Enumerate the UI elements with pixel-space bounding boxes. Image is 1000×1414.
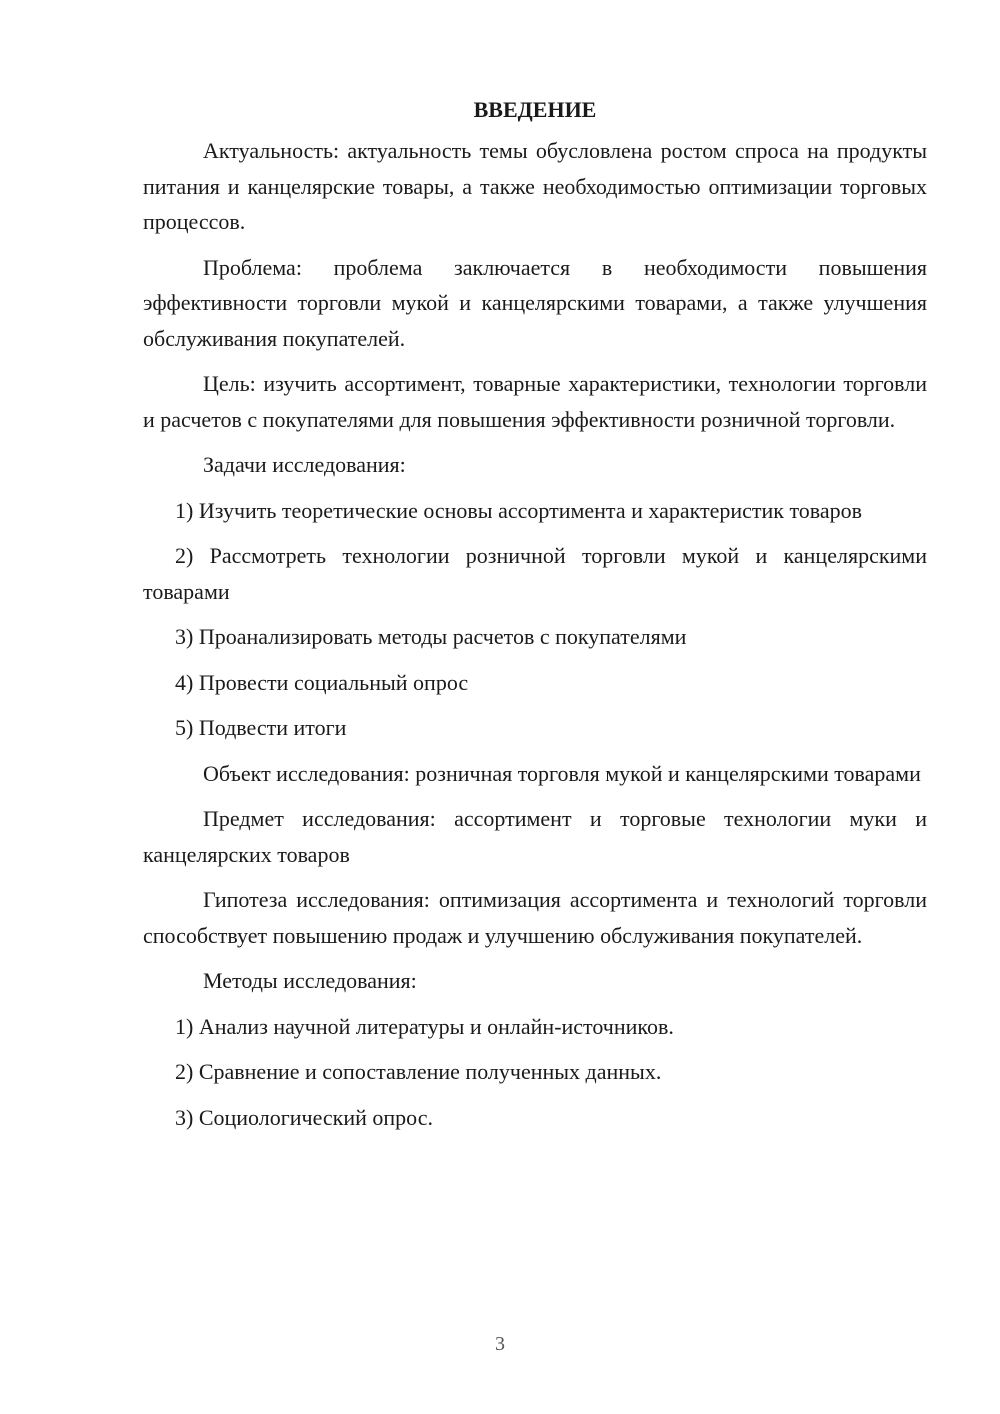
list-item: 3) Проанализировать методы расчетов с покупателями: [175, 624, 687, 649]
paragraph-problem: Проблема: проблема заключается в необходимости повышения эффективности торговли мукой и канцелярскими товарами, а также улучшения обслуживания покупателей.: [143, 254, 927, 351]
paragraph-hypothesis: Гипотеза исследования: оптимизация ассортимента и технологий торговли способствует повышению продаж и улучшению обслуживания покупателей.: [143, 887, 927, 948]
list-item: 2) Сравнение и сопоставление полученных данных.: [175, 1059, 662, 1084]
section-heading: ВВЕДЕНИЕ: [473, 97, 597, 122]
list-item: 1) Анализ научной литературы и онлайн-источников.: [175, 1013, 674, 1039]
paragraph-object: Объект исследования: розничная торговля мукой и канцелярскими товарами: [203, 760, 921, 786]
paragraph-subject: Предмет исследования: ассортимент и торговые технологии муки и канцелярских товаров: [143, 806, 927, 867]
list-item: 4) Провести социальный опрос: [175, 669, 469, 695]
page-number: 3: [495, 1333, 505, 1355]
paragraph-methods-heading: Методы исследования:: [203, 968, 417, 993]
page-content: [143, 94, 927, 1145]
paragraph-relevance: Актуальность: актуальность темы обусловлена ростом спроса на продукты питания и канцелярские товары, а также необходимостью оптимизации торговых процессов.: [143, 138, 927, 234]
list-item: 5) Подвести итоги: [175, 715, 347, 740]
list-item: 3) Социологический опрос.: [175, 1104, 433, 1130]
list-item: 2) Рассмотреть технологии розничной торговли мукой и канцелярскими товарами: [143, 543, 927, 604]
paragraph-goal: Цель: изучить ассортимент, товарные характеристики, технологии торговли и расчетов с покупателями для повышения эффективности розничной торговли.: [143, 371, 927, 432]
paragraph-tasks-heading: Задачи исследования:: [203, 452, 406, 477]
list-item: 1) Изучить теоретические основы ассортимента и характеристик товаров: [175, 497, 863, 523]
